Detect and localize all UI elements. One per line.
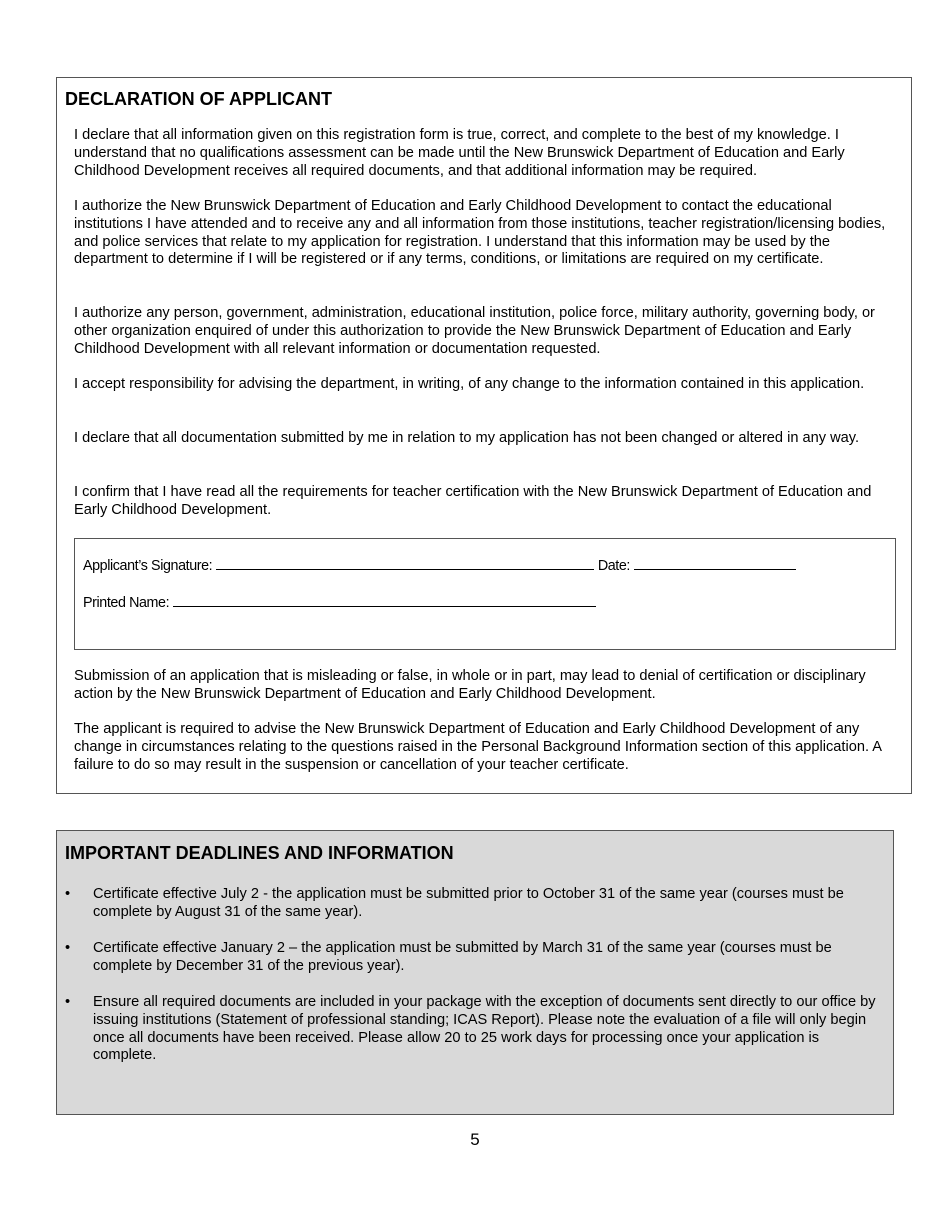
printed-name-field[interactable] — [173, 594, 596, 607]
date-label: Date: — [597, 558, 630, 574]
bullet-icon: • — [65, 886, 71, 902]
declaration-paragraph: I authorize any person, government, administration, educational institution, police force, military authority, governing body, or other organization enquired of under this authorization to provide the New Brunswick Department of Education and Early Childhood Development with all relevant information or documentation requested. — [74, 305, 875, 357]
signature-label: Applicant’s Signature: — [83, 558, 213, 574]
signature-row — [83, 557, 796, 574]
signature-field[interactable] — [216, 557, 594, 570]
list-item-text: Certificate effective July 2 - the application must be submitted prior to October 31 of the same year (courses must be complete by August 31 of the same year). — [93, 886, 844, 920]
declaration-section — [56, 77, 912, 794]
date-field[interactable] — [634, 557, 796, 570]
declaration-note: The applicant is required to advise the New Brunswick Department of Education and Early Childhood Development of any change in circumstances relating to the questions raised in the Personal Background Information section of this application. A failure to do so may result in the suspension or cancellation of your teacher certificate. — [74, 721, 882, 773]
page-number: 5 — [470, 1130, 480, 1149]
declaration-title: DECLARATION OF APPLICANT — [65, 89, 332, 109]
deadlines-title: IMPORTANT DEADLINES AND INFORMATION — [65, 843, 454, 863]
list-item-text: Ensure all required documents are included in your package with the exception of documents sent directly to our office by issuing institutions (Statement of professional standing; ICAS Report). Please note the evaluation of a file will only begin once all documents have been received. Please allow 20 to 25 work days for processing once your application is complete. — [93, 994, 876, 1064]
declaration-paragraph: I confirm that I have read all the requirements for teacher certification with the New Brunswick Department of Education and Early Childhood Development. — [74, 484, 872, 518]
bullet-icon: • — [65, 994, 71, 1010]
declaration-paragraph: I accept responsibility for advising the department, in writing, of any change to the information contained in this application. — [74, 376, 865, 392]
printed-name-label: Printed Name: — [83, 595, 170, 611]
list-item-text: Certificate effective January 2 – the application must be submitted by March 31 of the same year (courses must be complete by December 31 of the previous year). — [93, 940, 832, 974]
printed-name-row — [83, 594, 596, 611]
declaration-paragraph: I declare that all documentation submitted by me in relation to my application has not been changed or altered in any way. — [74, 430, 860, 446]
declaration-note: Submission of an application that is misleading or false, in whole or in part, may lead to denial of certification or disciplinary action by the New Brunswick Department of Education and Early Childhood Development. — [74, 668, 866, 702]
declaration-paragraph: I declare that all information given on this registration form is true, correct, and complete to the best of my knowledge. I understand that no qualifications assessment can be made until the New Brunswick Department of Education and Early Childhood Development receives all required documents, and that additional information may be required. — [74, 127, 845, 179]
deadlines-section — [56, 830, 894, 1115]
signature-box — [74, 538, 896, 650]
declaration-paragraph: I authorize the New Brunswick Department of Education and Early Childhood Development to contact the educational institutions I have attended and to receive any and all information from those institutions, teacher registration/licensing bodies, and police services that relate to my application for registration. I understand that this information may be used by the department to determine if I will be registered or if any terms, conditions, or limitations are required on my certificate. — [74, 198, 886, 268]
bullet-icon: • — [65, 940, 71, 956]
